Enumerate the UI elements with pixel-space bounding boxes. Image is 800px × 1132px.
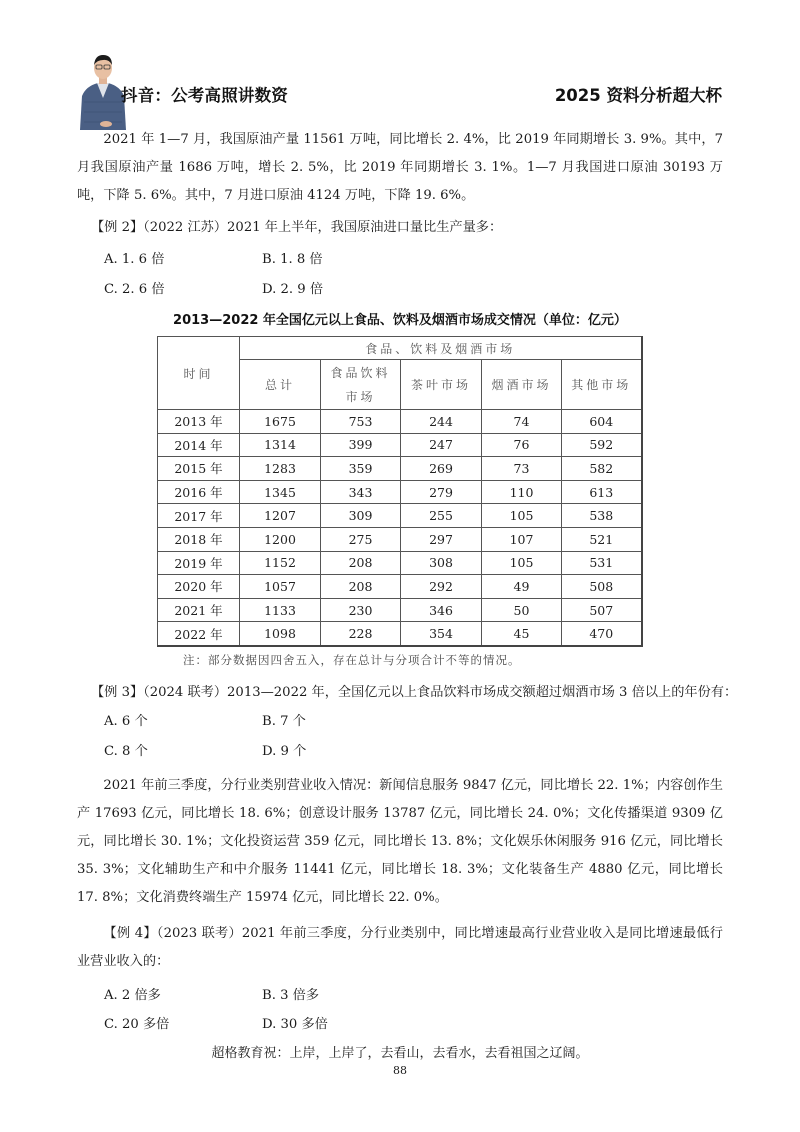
example-2-option-d[interactable]: D. 2. 9 倍 [262, 282, 324, 297]
example-3-option-d[interactable]: D. 9 个 [262, 744, 307, 759]
table-note: 注：部分数据因四舍五入，存在总计与分项合计不等的情况。 [183, 653, 521, 667]
brand-label: 抖音：公考高照讲数资 [121, 86, 288, 105]
example-3-option-a[interactable]: A. 6 个 [104, 714, 148, 729]
example-3-option-c[interactable]: C. 8 个 [104, 744, 148, 759]
example-3-stem: 【例 3】（2024 联考）2013—2022 年，全国亿元以上食品饮料市场成交额超过烟酒市场 3 倍以上的年份有： [91, 685, 738, 700]
page-header [0, 0, 800, 120]
header-total: 总计 [240, 360, 321, 410]
header-other: 其他市场 [562, 360, 642, 410]
table-row: 2019 年 1152 208 308 105 531 [158, 551, 642, 575]
example-3-option-b[interactable]: B. 7 个 [262, 714, 306, 729]
table-row: 2013 年 1675 753 244 74 604 [158, 410, 642, 434]
page-number: 88 [393, 1064, 407, 1077]
series-title: 2025 资料分析超大杯 [554, 86, 722, 105]
example-2-stem: 【例 2】（2022 江苏）2021 年上半年，我国原油进口量比生产量多： [91, 220, 503, 235]
table-row: 2017 年 1207 309 255 105 538 [158, 504, 642, 528]
example-2-option-a[interactable]: A. 1. 6 倍 [104, 252, 165, 267]
header-tea: 茶叶市场 [401, 360, 482, 410]
passage-cultural-industries: 2021 年前三季度，分行业类别营业收入情况：新闻信息服务 9847 亿元，同比增长 22. 1%；内容创作生产 17693 亿元，同比增长 18. 6%；创意设计服务 13787 亿元，同比增长 24. 0%；文化传播渠道 9309 亿元，同比增长 30. 1%；文化投资运营 359 亿元，同比增长 13. 8%；文化娱乐休闲服务 916 亿元，同比增长 35. 3%；文化辅助生产和中介服务 11441 亿元，同比增长 18. 3%；文化装备生产 4880 亿元，同比增长 17. 8%；文化消费终端生产 15974 亿元，同比增长 22. 0%。 [77, 778, 723, 905]
table-row: 2015 年 1283 359 269 73 582 [158, 457, 642, 481]
example-4-option-d[interactable]: D. 30 多倍 [262, 1017, 328, 1032]
example-4-option-b[interactable]: B. 3 倍多 [262, 988, 320, 1003]
example-4-stem: 【例 4】（2023 联考）2021 年前三季度，分行业类别中，同比增速最高行业营业收入是同比增速最低行业营业收入的： [77, 926, 723, 969]
market-transactions-table [157, 336, 643, 647]
header-time: 时间 [158, 337, 240, 410]
table-row: 2021 年 1133 230 346 50 507 [158, 598, 642, 622]
header-tobacco-liquor: 烟酒市场 [482, 360, 562, 410]
header-food-beverage: 食品饮料 市场 [321, 360, 401, 410]
table-row: 2014 年 1314 399 247 76 592 [158, 433, 642, 457]
example-2-option-c[interactable]: C. 2. 6 倍 [104, 282, 165, 297]
passage-crude-oil: 2021 年 1—7 月，我国原油产量 11561 万吨，同比增长 2. 4%，比 2019 年同期增长 3. 9%。其中，7 月我国原油产量 1686 万吨，增长 2. 5%，比 2019 年同期增长 3. 1%。1—7 月我国进口原油 30193 万吨，下降 5. 6%。其中，7 月进口原油 4124 万吨，下降 19. 6%。 [77, 132, 723, 203]
example-4-option-a[interactable]: A. 2 倍多 [104, 988, 161, 1003]
table-title: 2013—2022 年全国亿元以上食品、饮料及烟酒市场成交情况（单位：亿元） [173, 313, 627, 328]
header-group: 食品、饮料及烟酒市场 [240, 337, 642, 360]
example-4-option-c[interactable]: C. 20 多倍 [104, 1017, 170, 1032]
example-2-option-b[interactable]: B. 1. 8 倍 [262, 252, 323, 267]
footer-motto: 超格教育祝：上岸，上岸了，去看山，去看水，去看祖国之辽阔。 [211, 1046, 589, 1061]
table-row: 2018 年 1200 275 297 107 521 [158, 527, 642, 551]
table-row: 2020 年 1057 208 292 49 508 [158, 575, 642, 599]
table-row: 2022 年 1098 228 354 45 470 [158, 622, 642, 646]
table-row: 2016 年 1345 343 279 110 613 [158, 480, 642, 504]
